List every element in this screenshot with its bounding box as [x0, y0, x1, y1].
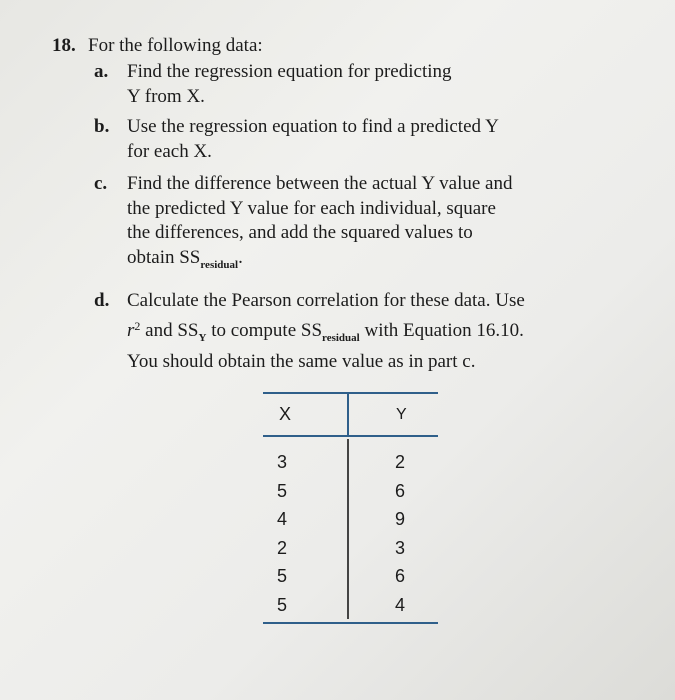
part-a-letter: a.	[94, 61, 109, 82]
part-c-line-3: the differences, and add the squared values to	[127, 222, 473, 243]
part-c	[94, 172, 634, 277]
part-c-line-2: the predicted Y value for each individual, square	[127, 197, 496, 219]
part-d-line-3: You should obtain the same value as in part c.	[127, 351, 476, 372]
part-c-obtain-text: obtain SS	[127, 246, 201, 268]
x-cell: 4	[277, 509, 288, 530]
period: .	[238, 246, 243, 268]
part-d-line-1: Calculate the Pearson correlation for these data. Use	[127, 290, 525, 311]
subscript-y: Y	[198, 331, 207, 344]
y-cell: 4	[395, 594, 406, 615]
y-cell: 3	[395, 537, 406, 558]
superscript-2: 2	[134, 318, 141, 333]
header-x: X	[279, 404, 292, 424]
x-cell: 5	[277, 594, 288, 615]
part-a-line-1: Find the regression equation for predicting	[127, 61, 452, 82]
y-column	[395, 448, 405, 620]
part-b	[94, 115, 634, 164]
problem-number: 18.	[52, 35, 76, 56]
x-cell: 3	[277, 452, 288, 472]
and-ss-text: and SS	[140, 319, 199, 341]
y-cell: 9	[395, 509, 406, 530]
y-cell: 6	[395, 480, 406, 501]
table-bottom-rule	[263, 622, 438, 624]
table-header-rule	[263, 435, 438, 437]
r-symbol: r	[127, 319, 135, 341]
x-column	[277, 448, 287, 620]
problem-stem: For the following data:	[88, 35, 263, 56]
part-a	[94, 60, 634, 109]
part-b-letter: b.	[94, 116, 110, 137]
header-y: Y	[396, 406, 407, 423]
equation-text: with Equation 16.10.	[359, 319, 524, 341]
part-c-line-4	[127, 246, 634, 278]
subscript-residual: residual	[200, 258, 239, 271]
part-a-line-2: Y from X.	[127, 85, 205, 107]
x-cell: 5	[277, 566, 288, 587]
y-cell: 2	[395, 452, 406, 472]
subscript-residual-2: residual	[322, 331, 360, 344]
y-cell: 6	[395, 566, 406, 587]
data-table	[263, 392, 438, 627]
part-d	[94, 289, 634, 375]
part-d-letter: d.	[94, 290, 110, 311]
header-divider	[347, 392, 349, 435]
column-divider	[347, 439, 349, 619]
x-cell: 5	[277, 480, 288, 501]
compute-ss-text: to compute SS	[206, 319, 323, 341]
part-c-line-1: Find the difference between the actual Y value and	[127, 173, 513, 194]
part-b-line-1: Use the regression equation to find a predicted Y	[127, 116, 499, 137]
part-d-line-2	[127, 314, 634, 351]
x-cell: 2	[277, 537, 288, 558]
part-b-line-2: for each X.	[127, 140, 212, 162]
table-top-rule	[263, 392, 438, 394]
part-c-letter: c.	[94, 173, 108, 194]
